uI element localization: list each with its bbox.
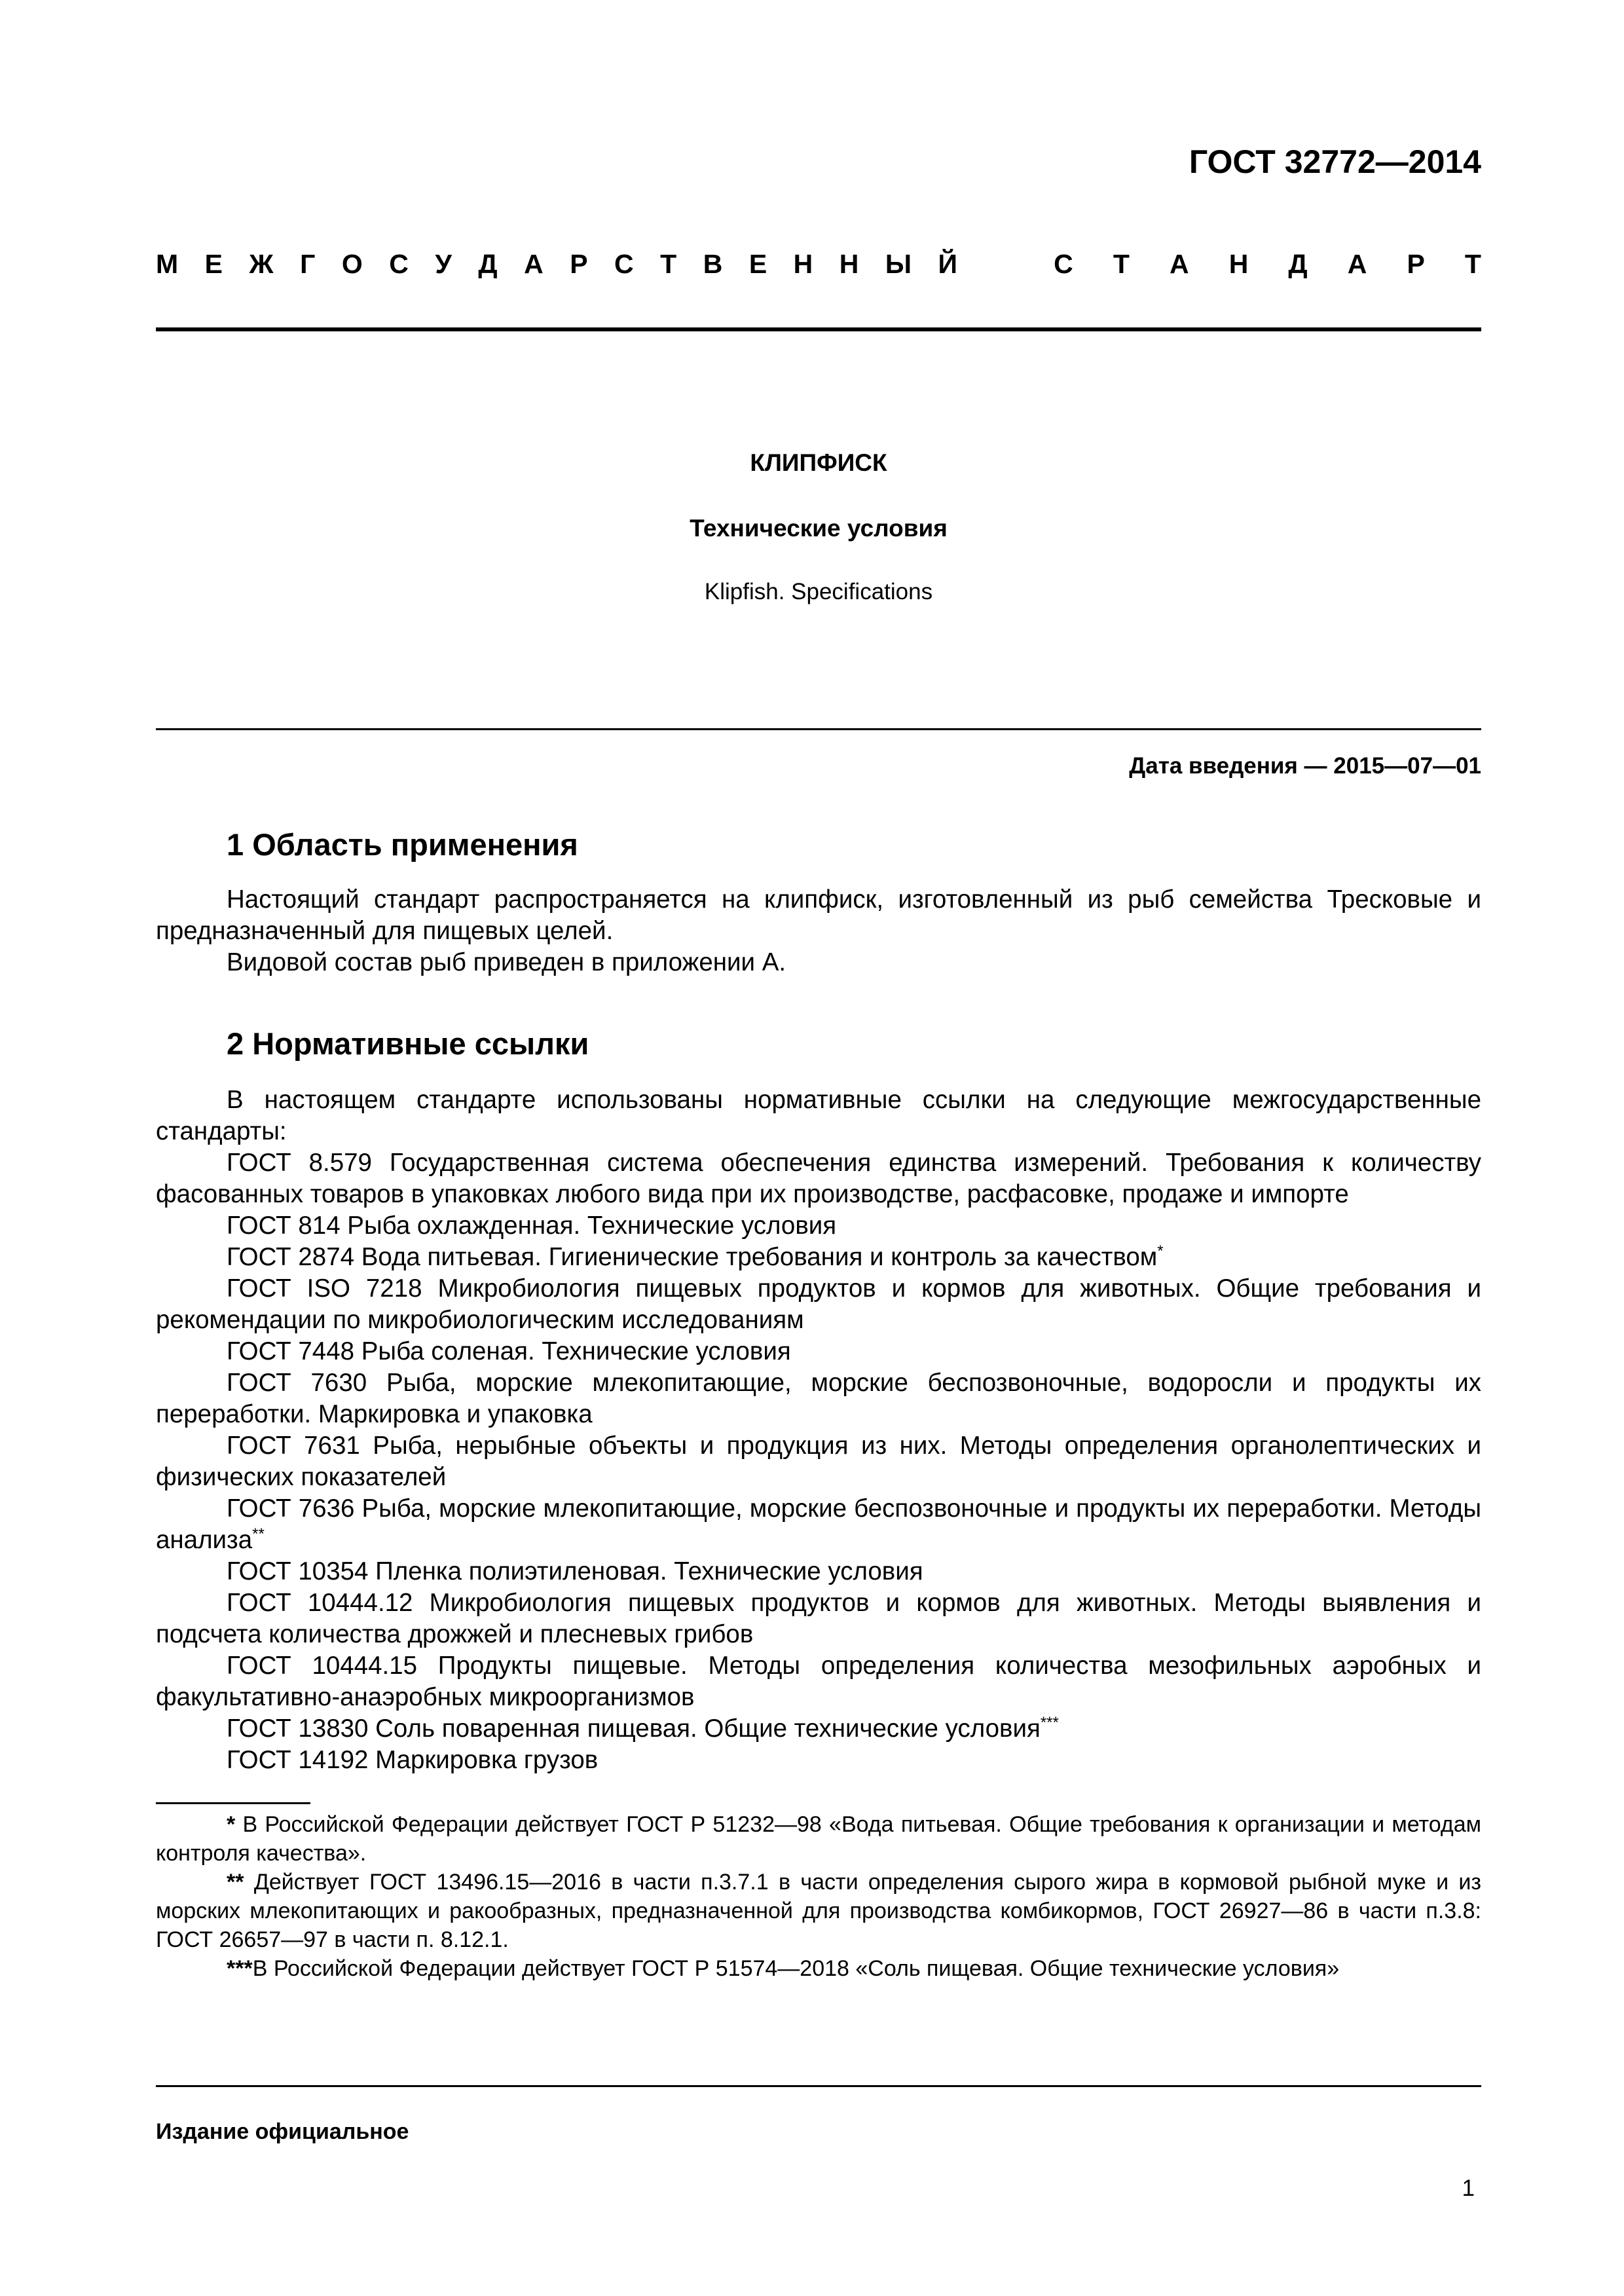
introduction-date: Дата введения — 2015—07—01: [1129, 753, 1481, 779]
banner-letter: Р: [570, 249, 588, 279]
section-1-body: [156, 884, 1481, 978]
banner-letter: С: [1054, 249, 1073, 279]
reference-item: [156, 1367, 1481, 1430]
reference-text: ГОСТ 7448 Рыба соленая. Технические условия: [227, 1337, 791, 1365]
reference-item: [156, 1336, 1481, 1367]
reference-text: ГОСТ 814 Рыба охлажденная. Технические условия: [227, 1212, 837, 1240]
reference-text: ГОСТ 10444.15 Продукты пищевые. Методы определения количества мезофильных аэробных и факультативно-анаэробных микроорганизмов: [156, 1652, 1481, 1711]
banner-letter: У: [435, 249, 452, 279]
reference-text: ГОСТ ISO 7218 Микробиология пищевых продуктов и кормов для животных. Общие требования и рекомендации по микробиологическим исследованиям: [156, 1274, 1481, 1334]
footnotes: [156, 1810, 1481, 1983]
reference-item: [156, 1587, 1481, 1650]
section-2-heading: 2 Нормативные ссылки: [227, 1026, 589, 1061]
banner-letter: Н: [793, 249, 813, 279]
reference-text: ГОСТ 7636 Рыба, морские млекопитающие, морские беспозвоночные и продукты их переработки. Методы анализа: [156, 1494, 1481, 1554]
banner-letter: А: [524, 249, 544, 279]
banner-letter: Т: [1464, 249, 1481, 279]
reference-item: [156, 1650, 1481, 1713]
footnote-mark: ***: [227, 1956, 253, 1981]
banner-letter: Ж: [249, 249, 274, 279]
banner-letter: Г: [300, 249, 316, 279]
banner-letter: Е: [748, 249, 767, 279]
reference-item: [156, 1493, 1481, 1556]
reference-item: [156, 1210, 1481, 1242]
reference-text: ГОСТ 8.579 Государственная система обеспечения единства измерений. Требования к количеству фасованных товаров в упаковках любого вида при их производстве, расфасовке, продаже и импорте: [156, 1149, 1481, 1208]
reference-item: [156, 1147, 1481, 1210]
banner-letter: Д: [1288, 249, 1308, 279]
footnote-text: В Российской Федерации действует ГОСТ Р 51574—2018 «Соль пищевая. Общие технические условия»: [252, 1956, 1340, 1981]
interstate-word: [156, 249, 957, 280]
reference-text: ГОСТ 10354 Пленка полиэтиленовая. Технические условия: [227, 1557, 923, 1585]
footnote-mark: ***: [1040, 1714, 1059, 1732]
paragraph: В настоящем стандарте использованы нормативные ссылки на следующие межгосударственные стандарты:: [156, 1086, 1481, 1145]
reference-text: ГОСТ 7630 Рыба, морские млекопитающие, морские беспозвоночные, водоросли и продукты их переработки. Маркировка и упаковка: [156, 1369, 1481, 1428]
banner-letter: Е: [204, 249, 223, 279]
banner-letter: С: [389, 249, 409, 279]
interstate-standard-banner: [156, 249, 1481, 280]
banner-letter: М: [156, 249, 179, 279]
paragraph: Видовой состав рыб приведен в приложении А.: [227, 948, 786, 976]
banner-letter: Т: [1113, 249, 1130, 279]
banner-letter: Ы: [885, 249, 912, 279]
banner-letter: А: [1169, 249, 1189, 279]
footnote: [156, 1954, 1481, 1983]
reference-text: ГОСТ 7631 Рыба, нерыбные объекты и продукция из них. Методы определения органолептических и физических показателей: [156, 1432, 1481, 1491]
banner-letter: С: [614, 249, 634, 279]
footnote-mark: *: [1157, 1242, 1164, 1261]
footnote: [156, 1810, 1481, 1868]
footnote-divider: [156, 1802, 310, 1804]
section-1-heading: 1 Область применения: [227, 827, 578, 862]
standard-word: [1054, 249, 1481, 280]
banner-letter: В: [703, 249, 723, 279]
section-2-body: [156, 1084, 1481, 1776]
footer-divider: [156, 2085, 1481, 2087]
footnote-text: Действует ГОСТ 13496.15—2016 в части п.3.7.1 в части определения сырого жира в кормовой рыбной муке и из морских млекопитающих и ракообразных, предназначенной для производства комбикормов, ГОСТ 26927—86 в части п.3.8: ГОСТ 26657—97 в части п. 8.12.1.: [156, 1870, 1481, 1952]
banner-letter: А: [1347, 249, 1367, 279]
official-edition-label: Издание официальное: [156, 2119, 409, 2144]
reference-item: [156, 1713, 1481, 1745]
reference-item: [156, 1273, 1481, 1336]
banner-letter: Н: [839, 249, 859, 279]
banner-letter: Р: [1407, 249, 1425, 279]
reference-item: [156, 1242, 1481, 1273]
footnote: [156, 1868, 1481, 1954]
footnote-text: В Российской Федерации действует ГОСТ Р 51232—98 «Вода питьевая. Общие требования к организации и методам контроля качества».: [156, 1812, 1481, 1866]
footnote-mark: **: [227, 1870, 244, 1895]
reference-item: [156, 1556, 1481, 1587]
reference-text: ГОСТ 10444.12 Микробиология пищевых продуктов и кормов для животных. Методы выявления и подсчета количества дрожжей и плесневых грибов: [156, 1589, 1481, 1648]
banner-letter: Й: [938, 249, 957, 279]
reference-text: ГОСТ 14192 Маркировка грузов: [227, 1746, 599, 1774]
banner-letter: Н: [1228, 249, 1249, 279]
paragraph: Настоящий стандарт распространяется на клипфиск, изготовленный из рыб семейства Тресковые и предназначенный для пищевых целей.: [156, 885, 1481, 945]
banner-letter: О: [341, 249, 363, 279]
doc-english-title: Klipfish. Specifications: [704, 579, 933, 604]
doc-title: КЛИПФИСК: [750, 449, 887, 476]
footnote-mark: *: [227, 1812, 236, 1837]
page-number: 1: [1462, 2176, 1475, 2201]
title-divider: [156, 728, 1481, 730]
banner-letter: Д: [478, 249, 498, 279]
reference-item: [156, 1745, 1481, 1776]
header-divider: [156, 327, 1481, 331]
banner-letter: Т: [660, 249, 677, 279]
reference-text: ГОСТ 13830 Соль поваренная пищевая. Общие технические условия: [227, 1714, 1041, 1743]
reference-text: ГОСТ 2874 Вода питьевая. Гигиенические требования и контроль за качеством: [227, 1243, 1158, 1271]
reference-item: [156, 1430, 1481, 1493]
footnote-mark: **: [252, 1525, 265, 1544]
gost-number: ГОСТ 32772—2014: [1189, 143, 1481, 180]
doc-subtitle: Технические условия: [690, 515, 948, 542]
